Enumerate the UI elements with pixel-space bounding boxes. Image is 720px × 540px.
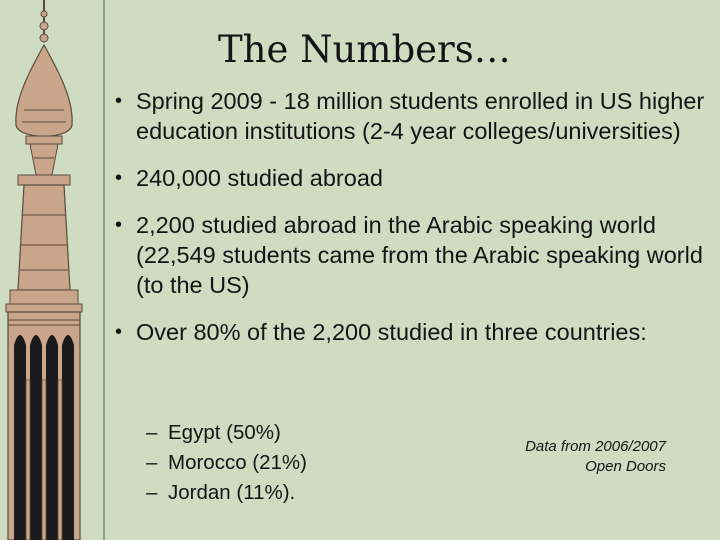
source-note	[490, 437, 666, 477]
bullet-item: • 2,200 studied abroad in the Arabic speaking world (22,549 students came from the Arabic speaking world (to the US)	[110, 210, 710, 300]
vertical-divider	[103, 0, 105, 540]
sub-item-label: Jordan (11%).	[168, 481, 296, 504]
bullet-item: • Over 80% of the 2,200 studied in three countries:	[110, 317, 710, 347]
bullet-list	[110, 86, 710, 364]
source-note-line: Data from 2006/2007	[525, 438, 666, 455]
slide-title: The Numbers…	[218, 28, 511, 71]
country-sublist	[146, 418, 307, 508]
sub-item	[146, 478, 307, 508]
sub-dash: –	[146, 481, 158, 504]
sub-dash: –	[146, 421, 158, 444]
bullet-item: • 240,000 studied abroad	[110, 163, 710, 193]
sub-item-label: Egypt (50%)	[168, 421, 281, 444]
sub-item	[146, 448, 307, 478]
bullet-item: • Spring 2009 - 18 million students enrolled in US higher education institutions (2-4 year colleges/universities)	[110, 86, 710, 146]
sub-item	[146, 418, 307, 448]
sub-item-label: Morocco (21%)	[168, 451, 307, 474]
source-note-line: Open Doors	[585, 458, 666, 475]
sub-dash: –	[146, 451, 158, 474]
minaret-illustration	[0, 0, 110, 540]
